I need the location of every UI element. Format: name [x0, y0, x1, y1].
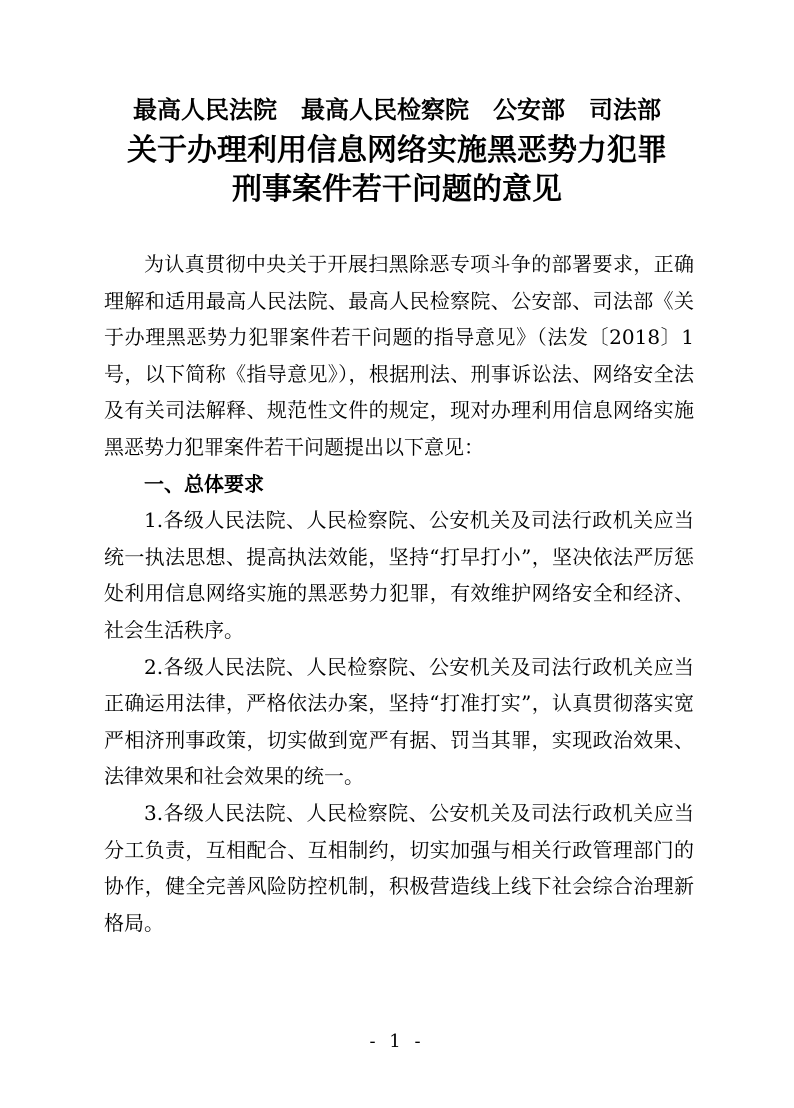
- issuing-authorities: 最高人民法院 最高人民检察院 公安部 司法部: [133, 95, 661, 124]
- section-heading-general-requirements: 一、总体要求: [144, 471, 264, 496]
- document-title-line-2: 刑事案件若干问题的意见: [232, 172, 562, 207]
- document-title-line-1: 关于办理利用信息网络实施黑恶势力犯罪: [127, 133, 667, 168]
- list-item: 1.各级人民法院、人民检察院、公安机关及司法行政机关应当统一执法思想、提高执法效能，坚持“打早打小”，坚决依法严厉惩处利用信息网络实施的黑恶势力犯罪，有效维护网络安全和经济、社会生活秩序。: [104, 508, 694, 642]
- list-item: 2.各级人民法院、人民检察院、公安机关及司法行政机关应当正确运用法律，严格依法办案，坚持“打准打实”，认真贯彻落实宽严相济刑事政策，切实做到宽严有据、罚当其罪，实现政治效果、法律效果和社会效果的统一。: [104, 654, 694, 789]
- document-body: [104, 246, 694, 941]
- intro-paragraph: 为认真贯彻中央关于开展扫黑除恶专项斗争的部署要求，正确理解和适用最高人民法院、最高人民检察院、公安部、司法部《关于办理黑恶势力犯罪案件若干问题的指导意见》（法发〔2018〕1号，以下简称《指导意见》），根据刑法、刑事诉讼法、网络安全法及有关司法解释、规范性文件的规定，现对办理利用信息网络实施黑恶势力犯罪案件若干问题提出以下意见：: [104, 252, 694, 459]
- page-number: - 1 -: [369, 1031, 425, 1052]
- list-item: 3.各级人民法院、人民检察院、公安机关及司法行政机关应当分工负责，互相配合、互相制约，切实加强与相关行政管理部门的协作，健全完善风险防控机制，积极营造线上线下社会综合治理新格局。: [104, 800, 694, 935]
